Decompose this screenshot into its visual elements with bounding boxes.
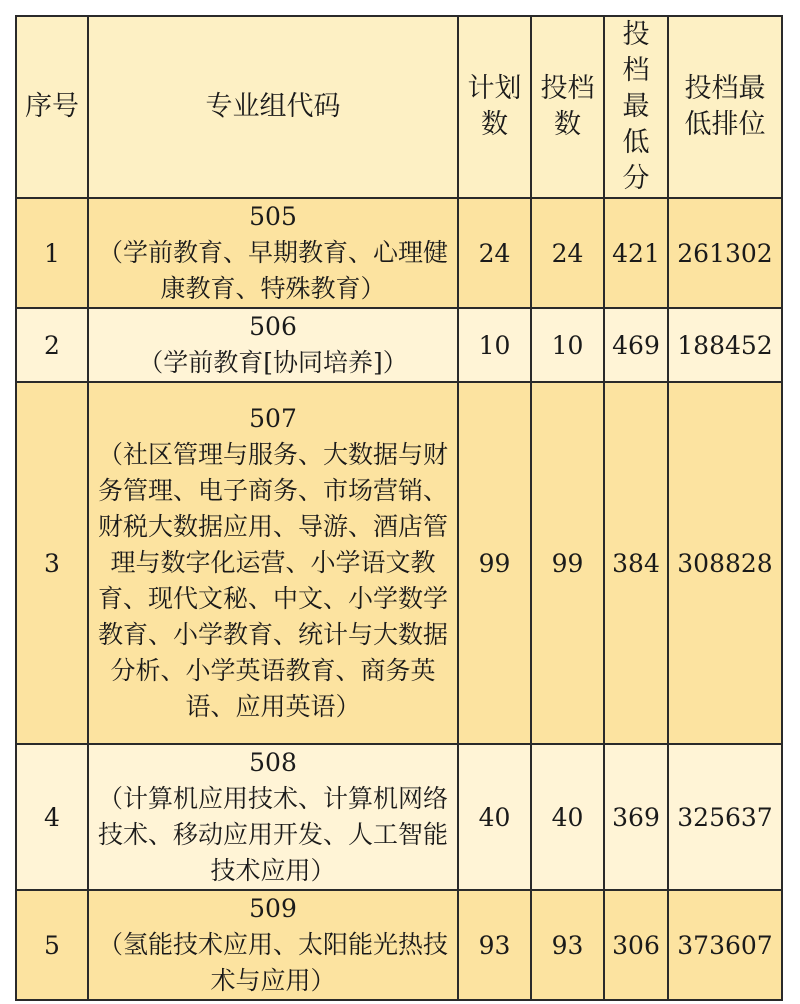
- cell-admit: 99: [531, 382, 604, 744]
- group-majors: （计算机应用技术、计算机网络技术、移动应用开发、人工智能技术应用）: [97, 784, 448, 885]
- cell-min-rank: 308828: [668, 382, 782, 744]
- cell-admit: 10: [531, 308, 604, 382]
- header-min-rank: 投档最低排位: [668, 16, 782, 198]
- group-code: 509: [249, 894, 297, 923]
- table-row: [16, 308, 782, 382]
- cell-min-rank: 261302: [668, 198, 782, 308]
- table-row: [16, 890, 782, 1000]
- cell-seq: 5: [16, 890, 88, 1000]
- cell-min-rank: 188452: [668, 308, 782, 382]
- group-code: 505: [249, 202, 297, 231]
- header-plan-count: 计划数: [458, 16, 531, 198]
- group-majors: （学前教育[协同培养]）: [138, 348, 408, 377]
- group-majors: （氢能技术应用、太阳能光热技术与应用）: [97, 930, 448, 995]
- group-code: 506: [249, 312, 297, 341]
- cell-min-score: 469: [604, 308, 668, 382]
- group-majors: （学前教育、早期教育、心理健康教育、特殊教育）: [97, 238, 448, 303]
- cell-group: [88, 890, 458, 1000]
- table-row: [16, 744, 782, 890]
- cell-min-score: 369: [604, 744, 668, 890]
- cell-seq: 3: [16, 382, 88, 744]
- table-row: [16, 382, 782, 744]
- cell-min-score: 384: [604, 382, 668, 744]
- group-majors: （社区管理与服务、大数据与财务管理、电子商务、市场营销、财税大数据应用、导游、酒店管理与数字化运营、小学语文教育、现代文秘、中文、小学数学教育、小学教育、统计与大数据分析、小学英语教育、商务英语、应用英语）: [97, 440, 448, 721]
- cell-seq: 1: [16, 198, 88, 308]
- group-code: 508: [249, 748, 297, 777]
- cell-plan: 99: [458, 382, 531, 744]
- cell-plan: 40: [458, 744, 531, 890]
- admission-table-container: [15, 15, 783, 1001]
- admission-table: [15, 15, 783, 1001]
- cell-plan: 24: [458, 198, 531, 308]
- table-header-row: [16, 16, 782, 198]
- cell-plan: 93: [458, 890, 531, 1000]
- cell-seq: 2: [16, 308, 88, 382]
- cell-group: [88, 198, 458, 308]
- cell-group: [88, 308, 458, 382]
- cell-min-rank: 373607: [668, 890, 782, 1000]
- cell-seq: 4: [16, 744, 88, 890]
- group-code: 507: [249, 404, 297, 433]
- cell-group: [88, 382, 458, 744]
- cell-admit: 93: [531, 890, 604, 1000]
- cell-plan: 10: [458, 308, 531, 382]
- cell-min-score: 306: [604, 890, 668, 1000]
- header-admit-count: 投档数: [531, 16, 604, 198]
- header-seq: 序号: [16, 16, 88, 198]
- header-group-code: 专业组代码: [88, 16, 458, 198]
- cell-group: [88, 744, 458, 890]
- cell-admit: 40: [531, 744, 604, 890]
- cell-admit: 24: [531, 198, 604, 308]
- table-row: [16, 198, 782, 308]
- cell-min-rank: 325637: [668, 744, 782, 890]
- header-min-score: 投档最低分: [604, 16, 668, 198]
- cell-min-score: 421: [604, 198, 668, 308]
